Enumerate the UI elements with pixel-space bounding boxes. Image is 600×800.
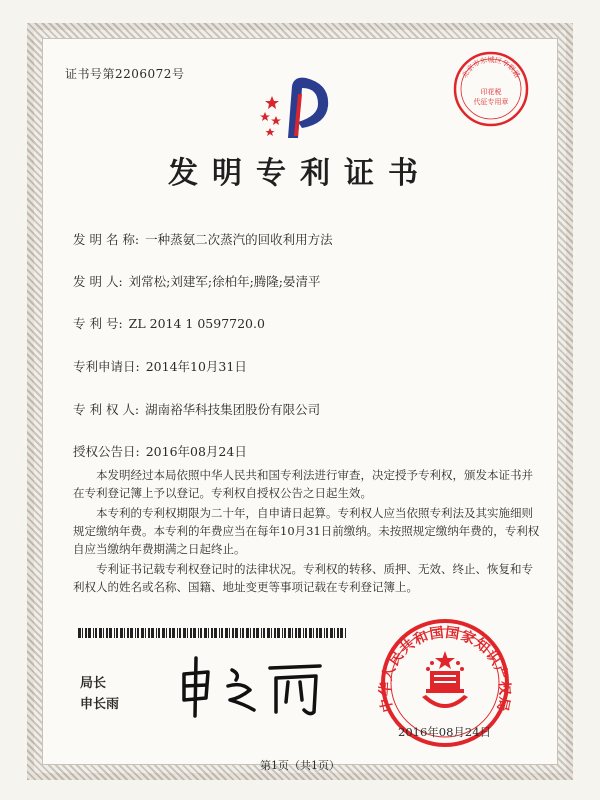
field-label: 专 利 号: bbox=[73, 316, 123, 331]
barcode-bar bbox=[162, 628, 165, 638]
field-label: 发 明 名 称: bbox=[73, 232, 140, 247]
barcode-bar bbox=[114, 628, 115, 638]
barcode-bar bbox=[330, 628, 333, 638]
barcode-bar bbox=[120, 628, 123, 638]
barcode-bar bbox=[99, 628, 102, 638]
field-application-date bbox=[73, 357, 247, 375]
barcode-bar bbox=[235, 628, 238, 638]
barcode-bar bbox=[141, 628, 144, 638]
field-value: 湖南裕华科技集团股份有限公司 bbox=[145, 402, 321, 417]
body-paragraph: 本专利的专利权期限为二十年，自申请日起算。专利权人应当依照专利法及其实施细则规定缴纳年费。本专利的年费应当在每年10月31日前缴纳。未按照规定缴纳年费的，专利权自应当缴纳年费期满之日起终止。 bbox=[73, 506, 540, 556]
logo-swoosh bbox=[288, 78, 328, 138]
barcode-bar bbox=[303, 628, 304, 638]
barcode-bar bbox=[211, 628, 213, 638]
field-invention-name bbox=[73, 230, 333, 248]
field-inventors bbox=[73, 272, 321, 290]
barcode-bar bbox=[340, 628, 343, 638]
barcode-bar bbox=[334, 628, 335, 638]
barcode-bar bbox=[95, 628, 97, 638]
barcode-bar bbox=[130, 628, 133, 638]
barcode-bar bbox=[284, 628, 286, 638]
field-value: 一种蒸氨二次蒸汽的回收利用方法 bbox=[145, 232, 333, 247]
logo-star bbox=[266, 128, 275, 136]
barcode-bar bbox=[277, 628, 280, 638]
barcode-bar bbox=[169, 628, 171, 638]
barcode-bar bbox=[271, 628, 272, 638]
barcode-bar bbox=[337, 628, 339, 638]
director-title: 局长 bbox=[80, 676, 107, 691]
barcode-bar bbox=[267, 628, 270, 638]
barcode-bar bbox=[292, 628, 293, 638]
barcode-bar bbox=[166, 628, 167, 638]
barcode-bar bbox=[145, 628, 146, 638]
barcode-bar bbox=[124, 628, 125, 638]
barcode-bar bbox=[204, 628, 207, 638]
barcode-bar bbox=[256, 628, 259, 638]
barcode-bar bbox=[319, 628, 322, 638]
svg-text:中华人民共和国国家知识产权局: 中华人民共和国国家知识产权局 bbox=[377, 624, 513, 714]
tax-stamp-seal bbox=[452, 50, 530, 128]
field-label: 专利申请日: bbox=[73, 359, 140, 374]
barcode-bar bbox=[158, 628, 160, 638]
barcode-bar bbox=[103, 628, 104, 638]
field-value: 2016年08月24日 bbox=[145, 444, 247, 459]
logo-star bbox=[271, 116, 281, 125]
barcode-bar bbox=[250, 628, 251, 638]
field-value: 2014年10月31日 bbox=[145, 359, 247, 374]
director-name: 申长雨 bbox=[80, 697, 120, 712]
svg-text:印花税: 印花税 bbox=[480, 88, 502, 96]
barcode-bar bbox=[229, 628, 230, 638]
barcode-bar bbox=[316, 628, 318, 638]
certificate-number: 证书号第2206072号 bbox=[65, 67, 185, 81]
barcode-bar bbox=[253, 628, 255, 638]
barcode-bar bbox=[78, 628, 81, 638]
barcode-bar bbox=[200, 628, 202, 638]
barcode-bar bbox=[109, 628, 112, 638]
barcode-bar bbox=[156, 628, 157, 638]
barcode-bar bbox=[305, 628, 307, 638]
barcode-bar bbox=[219, 628, 220, 638]
barcode-bar bbox=[151, 628, 154, 638]
field-value: ZL 2014 1 0597720.0 bbox=[128, 316, 265, 331]
barcode-bar bbox=[309, 628, 312, 638]
svg-text:北京市东城区华联路: 北京市东城区华联路 bbox=[460, 56, 522, 80]
barcode-bar bbox=[288, 628, 291, 638]
national-emblem-icon bbox=[422, 651, 468, 708]
barcode-bar bbox=[137, 628, 139, 638]
barcode-bar bbox=[214, 628, 217, 638]
barcode-bar bbox=[208, 628, 209, 638]
barcode-bar bbox=[225, 628, 228, 638]
barcode-bar bbox=[282, 628, 283, 638]
barcode-bar bbox=[274, 628, 276, 638]
certificate-body bbox=[73, 466, 543, 598]
director-signature bbox=[170, 652, 330, 722]
field-label: 发 明 人: bbox=[73, 274, 123, 289]
field-patent-number bbox=[73, 314, 265, 332]
barcode-bar bbox=[198, 628, 199, 638]
svg-text:代征专用章: 代征专用章 bbox=[473, 98, 509, 106]
barcode-bar bbox=[177, 628, 178, 638]
barcode-bar bbox=[324, 628, 325, 638]
seal-date: 2016年08月24日 bbox=[398, 725, 492, 739]
field-label: 专 利 权 人: bbox=[73, 402, 140, 417]
barcode-bar bbox=[326, 628, 328, 638]
field-label: 授权公告日: bbox=[73, 444, 140, 459]
barcode-bar bbox=[148, 628, 150, 638]
barcode-bar bbox=[135, 628, 136, 638]
logo-star bbox=[260, 112, 270, 121]
barcode-bar bbox=[183, 628, 186, 638]
body-paragraph: 本发明经过本局依照中华人民共和国专利法进行审查，决定授予专利权，颁发本证书并在专利登记簿上予以登记。专利权自授权公告之日起生效。 bbox=[73, 468, 533, 500]
barcode-bar bbox=[116, 628, 118, 638]
patent-office-logo bbox=[258, 72, 338, 142]
body-paragraph: 专利证书记载专利权登记时的法律状况。专利权的转移、质押、无效、终止、恢复和专利权人的姓名或名称、国籍、地址变更等事项记载在专利登记簿上。 bbox=[73, 562, 533, 594]
barcode-bar bbox=[106, 628, 108, 638]
barcode-bar bbox=[127, 628, 129, 638]
barcode-bar bbox=[190, 628, 192, 638]
barcode-bar bbox=[298, 628, 301, 638]
barcode-bar bbox=[221, 628, 223, 638]
barcode-bar bbox=[179, 628, 181, 638]
barcode-bar bbox=[172, 628, 175, 638]
barcode-bar bbox=[313, 628, 314, 638]
logo-star bbox=[265, 96, 279, 109]
field-patentee bbox=[73, 400, 320, 418]
barcode-bar bbox=[295, 628, 297, 638]
barcode-bar bbox=[85, 628, 87, 638]
certificate-title: 发明专利证书 bbox=[168, 156, 432, 191]
barcode-bar bbox=[263, 628, 265, 638]
barcode-bar bbox=[246, 628, 249, 638]
page-number: 第1页（共1页） bbox=[260, 759, 340, 772]
barcode-bar bbox=[242, 628, 244, 638]
barcode-bar bbox=[93, 628, 94, 638]
barcode-bar bbox=[82, 628, 83, 638]
barcode-bar bbox=[240, 628, 241, 638]
barcode bbox=[78, 628, 348, 638]
barcode-bar bbox=[193, 628, 196, 638]
barcode-bar bbox=[232, 628, 234, 638]
barcode-bar bbox=[187, 628, 188, 638]
barcode-bar bbox=[261, 628, 262, 638]
field-grant-date bbox=[73, 442, 247, 460]
field-value: 刘常松;刘建军;徐柏年;腾隆;晏清平 bbox=[128, 274, 321, 289]
barcode-bar bbox=[88, 628, 91, 638]
barcode-bar bbox=[345, 628, 346, 638]
